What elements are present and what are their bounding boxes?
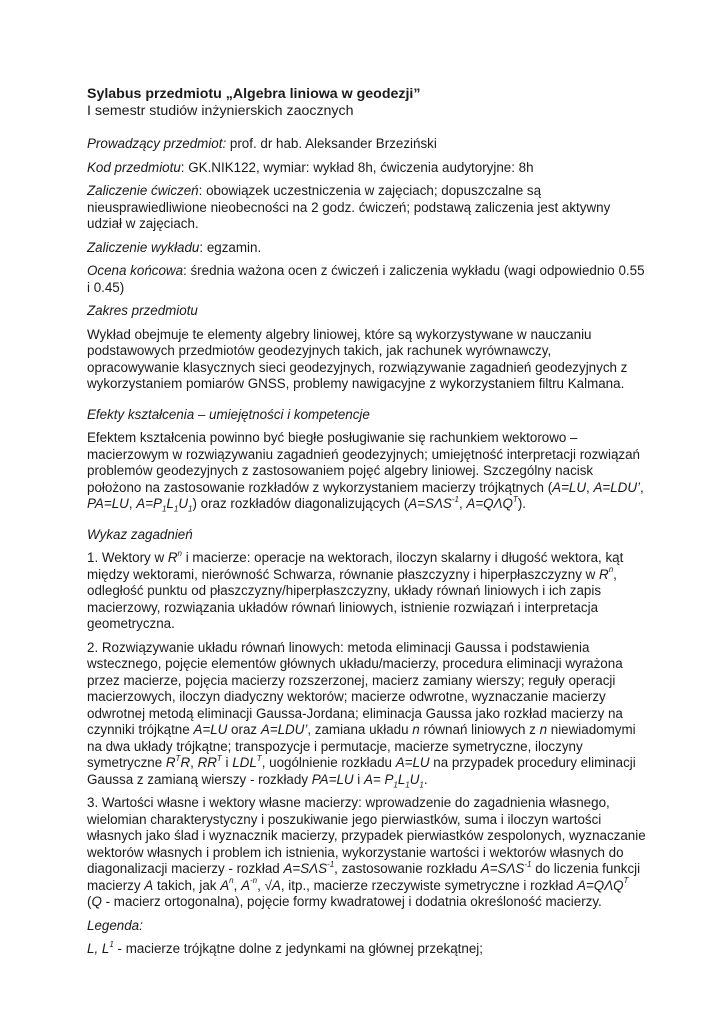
topic-3: 3. Wartości własne i wektory własne macierzy: wprowadzenie do zagadnienia własnego, wielomian charakterystyczny i poszukiwanie jego pierwiastków, suma i iloczyn wartości własnych jako ślad i wyznacznik macierzy, przypadek pierwiastków zespolonych, wyznaczanie wektorów własnych i problem ich istnienia, wykorzystanie wartości i wektorów własnych do diagonalizacji macierzy - rozkład $A=S\Lambda S^{-1}$, zastosowanie rozkładu $A=S\Lambda S^{-1}$ do liczenia funkcji macierzy A takich, jak $A^n$, $A^{-n}$, √A, itp., macierze rzeczywiste symetryczne i rozkład $A=Q\Lambda Q^T$ (Q - macierz ortogonalna), pojęcie formy kwadratowej i dodatnia określoność macierzy.	[87, 795, 646, 909]
course-code-label: Kod przedmiotu	[87, 159, 181, 175]
lecturer-line	[87, 136, 647, 153]
lecturer-value: prof. dr hab. Aleksander Brzeziński	[226, 136, 437, 151]
lecture-credit-value: : egzamin.	[199, 239, 262, 255]
exercises-credit-label: Zaliczenie ćwiczeń	[87, 183, 199, 198]
outcomes-text: Efektem kształcenia powinno być biegłe posługiwanie się rachunkiem wektorowo – macierzowym w rozwiązywaniu zagadnień geodezyjnych; umiejętność interpretacji rozwiązań problemów geodezyjnych z zastosowaniem pojęć algebry liniowej. Szczególny nacisk położono na zastosowanie rozkładów z wykorzystaniem macierzy trójkątnych (A=LU, A=LDU’, PA=LU, $A=P_1L_1U_1$) oraz rozkładów diagonalizujących ($A=S\Lambda S^{-1}$, $A=Q\Lambda Q^T$).	[87, 430, 644, 514]
scope-heading: Zakres przedmiotu	[87, 303, 198, 318]
lecturer-label: Prowadzący przedmiot:	[87, 136, 227, 151]
final-grade-value: : średnia ważona ocen z ćwiczeń i zaliczenia wykładu (wagi odpowiednio 0.55 i 0.45)	[87, 263, 645, 295]
final-grade-line	[87, 263, 647, 296]
topic-1: 1. Wektory w $R^n$ i macierze: operacje na wektorach, iloczyn skalarny i długość wektora, kąt między wektorami, nierówność Schwarza, równanie płaszczyzny i hiperpłaszczyzny w $R^n$, odległość punktu od płaszczyzny/hiperpłaszczyzny, układy równań liniowych i ich zapis macierzowy, rozwiązania układów równań liniowych, istnienie rozwiązań i interpretacja geometryczna.	[87, 548, 624, 631]
topics-heading: Wykaz zagadnień	[87, 526, 193, 542]
legend-item-1: L, $L^1$ - macierze trójkątne dolne z jedynkami na głównej przekątnej;	[87, 939, 483, 956]
topic-2: 2. Rozwiązywanie układu równań linowych: metoda eliminacji Gaussa i podstawienia wstecznego, pojęcie elementów głównych układu/macierzy, procedura eliminacji wyrażona przez macierze, pojęcia macierzy rozszerzonej, macierz zamiany wierszy; reguły operacji macierzowych, iloczyn diadyczny wektorów; macierze odwrotne, wyznaczanie macierzy odwrotnej metodą eliminacji Gaussa-Jordana; eliminacja Gaussa jako rozkład macierzy na czynniki trójkątne A=LU oraz A=LDU’, zamiana układu n równań liniowych z n niewiadomymi na dwa układy trójkątne; transpozycje i permutacje, macierze symetryczne, iloczyny symetryczne $R^TR$, $RR^T$ i $LDL^T$, uogólnienie rozkładu A=LU na przypadek procedury eliminacji Gaussa z zamianą wierszy - rozkłady PA=LU i $A= P_1L_1U_1$.	[87, 639, 636, 790]
scope-text: Wykład obejmuje te elementy algebry liniowej, które są wykorzystywane w nauczaniu podstawowych przedmiotów geodezyjnych takich, jak rachunek wyrównawczy, opracowywanie klasycznych sieci geodezyjnych, rozwiązywanie zagadnień geodezyjnych z wykorzystaniem pomiarów GNSS, problemy nawigacyjne z wykorzystaniem filtru Kalmana.	[87, 326, 628, 391]
lecture-credit-label: Zaliczenie wykładu	[87, 239, 200, 255]
exercises-credit-value: : obowiązek uczestniczenia w zajęciach; dopuszczalne są nieusprawiedliwione nieobecności na 2 godz. ćwiczeń; podstawą zaliczenia jest aktywny udział w zajęciach.	[87, 183, 611, 231]
lecture-credit-line	[87, 240, 647, 257]
course-code-value: : GK.NIK122, wymiar: wykład 8h, ćwiczenia audytoryjne: 8h	[180, 159, 534, 175]
document-content	[87, 86, 647, 965]
course-code-line	[87, 160, 647, 177]
outcomes-heading: Efekty kształcenia – umiejętności i kompetencje	[87, 406, 370, 422]
legend-heading: Legenda:	[87, 917, 143, 933]
document-subtitle: I semestr studiów inżynierskich zaocznych	[87, 103, 354, 119]
final-grade-label: Ocena końcowa	[87, 263, 184, 278]
exercises-credit-line	[87, 183, 647, 233]
document-title: Sylabus przedmiotu „Algebra liniowa w geodezji”	[87, 86, 421, 102]
